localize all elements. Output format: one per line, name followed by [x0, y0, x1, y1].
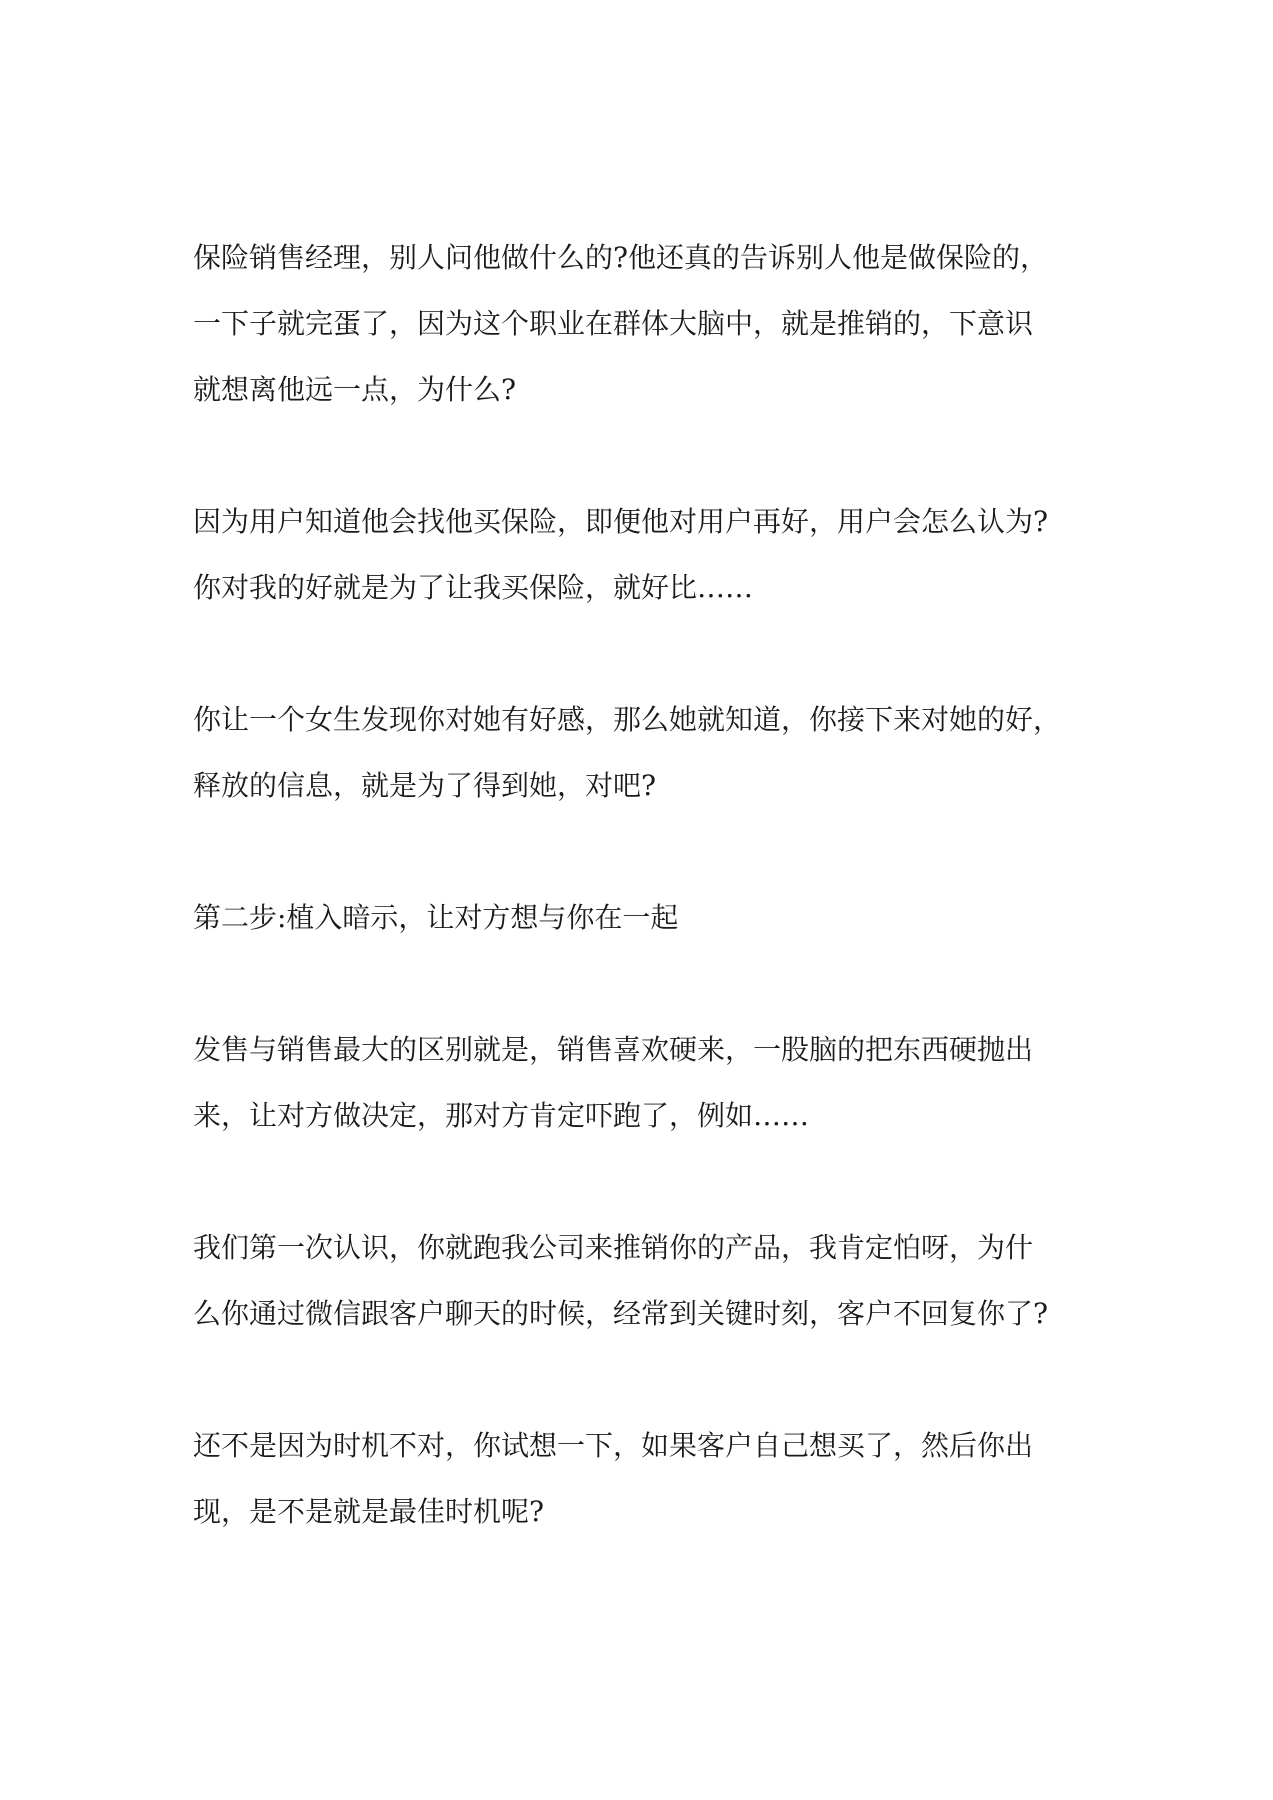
paragraph-1: [193, 225, 1093, 423]
paragraph-7: [193, 1413, 1093, 1545]
paragraph-line: 还不是因为时机不对，你试想一下，如果客户自己想买了，然后你出: [193, 1429, 1034, 1462]
paragraph-line: 发售与销售最大的区别就是，销售喜欢硬来，一股脑的把东西硬抛出: [193, 1033, 1034, 1066]
paragraph-line: 因为用户知道他会找他买保险，即便他对用户再好，用户会怎么认为?: [193, 505, 1049, 538]
paragraph-line: 现，是不是就是最佳时机呢?: [193, 1495, 545, 1528]
paragraph-line: 么你通过微信跟客户聊天的时候，经常到关键时刻，客户不回复你了?: [193, 1297, 1049, 1330]
paragraph-5: [193, 1017, 1093, 1149]
paragraph-6: [193, 1215, 1093, 1347]
heading-line: 第二步:植入暗示，让对方想与你在一起: [193, 901, 679, 934]
paragraph-line: 你让一个女生发现你对她有好感，那么她就知道，你接下来对她的好，: [193, 703, 1062, 736]
paragraph-line: 我们第一次认识，你就跑我公司来推销你的产品，我肯定怕呀，为什: [193, 1231, 1034, 1264]
paragraph-line: 来，让对方做决定，那对方肯定吓跑了，例如……: [193, 1099, 810, 1132]
paragraph-line: 释放的信息，就是为了得到她，对吧?: [193, 769, 657, 802]
paragraph-line: 你对我的好就是为了让我买保险，就好比……: [193, 571, 754, 604]
paragraph-2: [193, 489, 1093, 621]
paragraph-line: 保险销售经理，别人问他做什么的?他还真的告诉别人他是做保险的，: [193, 241, 1049, 274]
paragraph-line: 一下子就完蛋了，因为这个职业在群体大脑中，就是推销的，下意识: [193, 307, 1034, 340]
document-body: [193, 225, 1093, 1611]
paragraph-line: 就想离他远一点，为什么?: [193, 373, 517, 406]
paragraph-3: [193, 687, 1093, 819]
section-heading-step-two: [193, 885, 1093, 951]
